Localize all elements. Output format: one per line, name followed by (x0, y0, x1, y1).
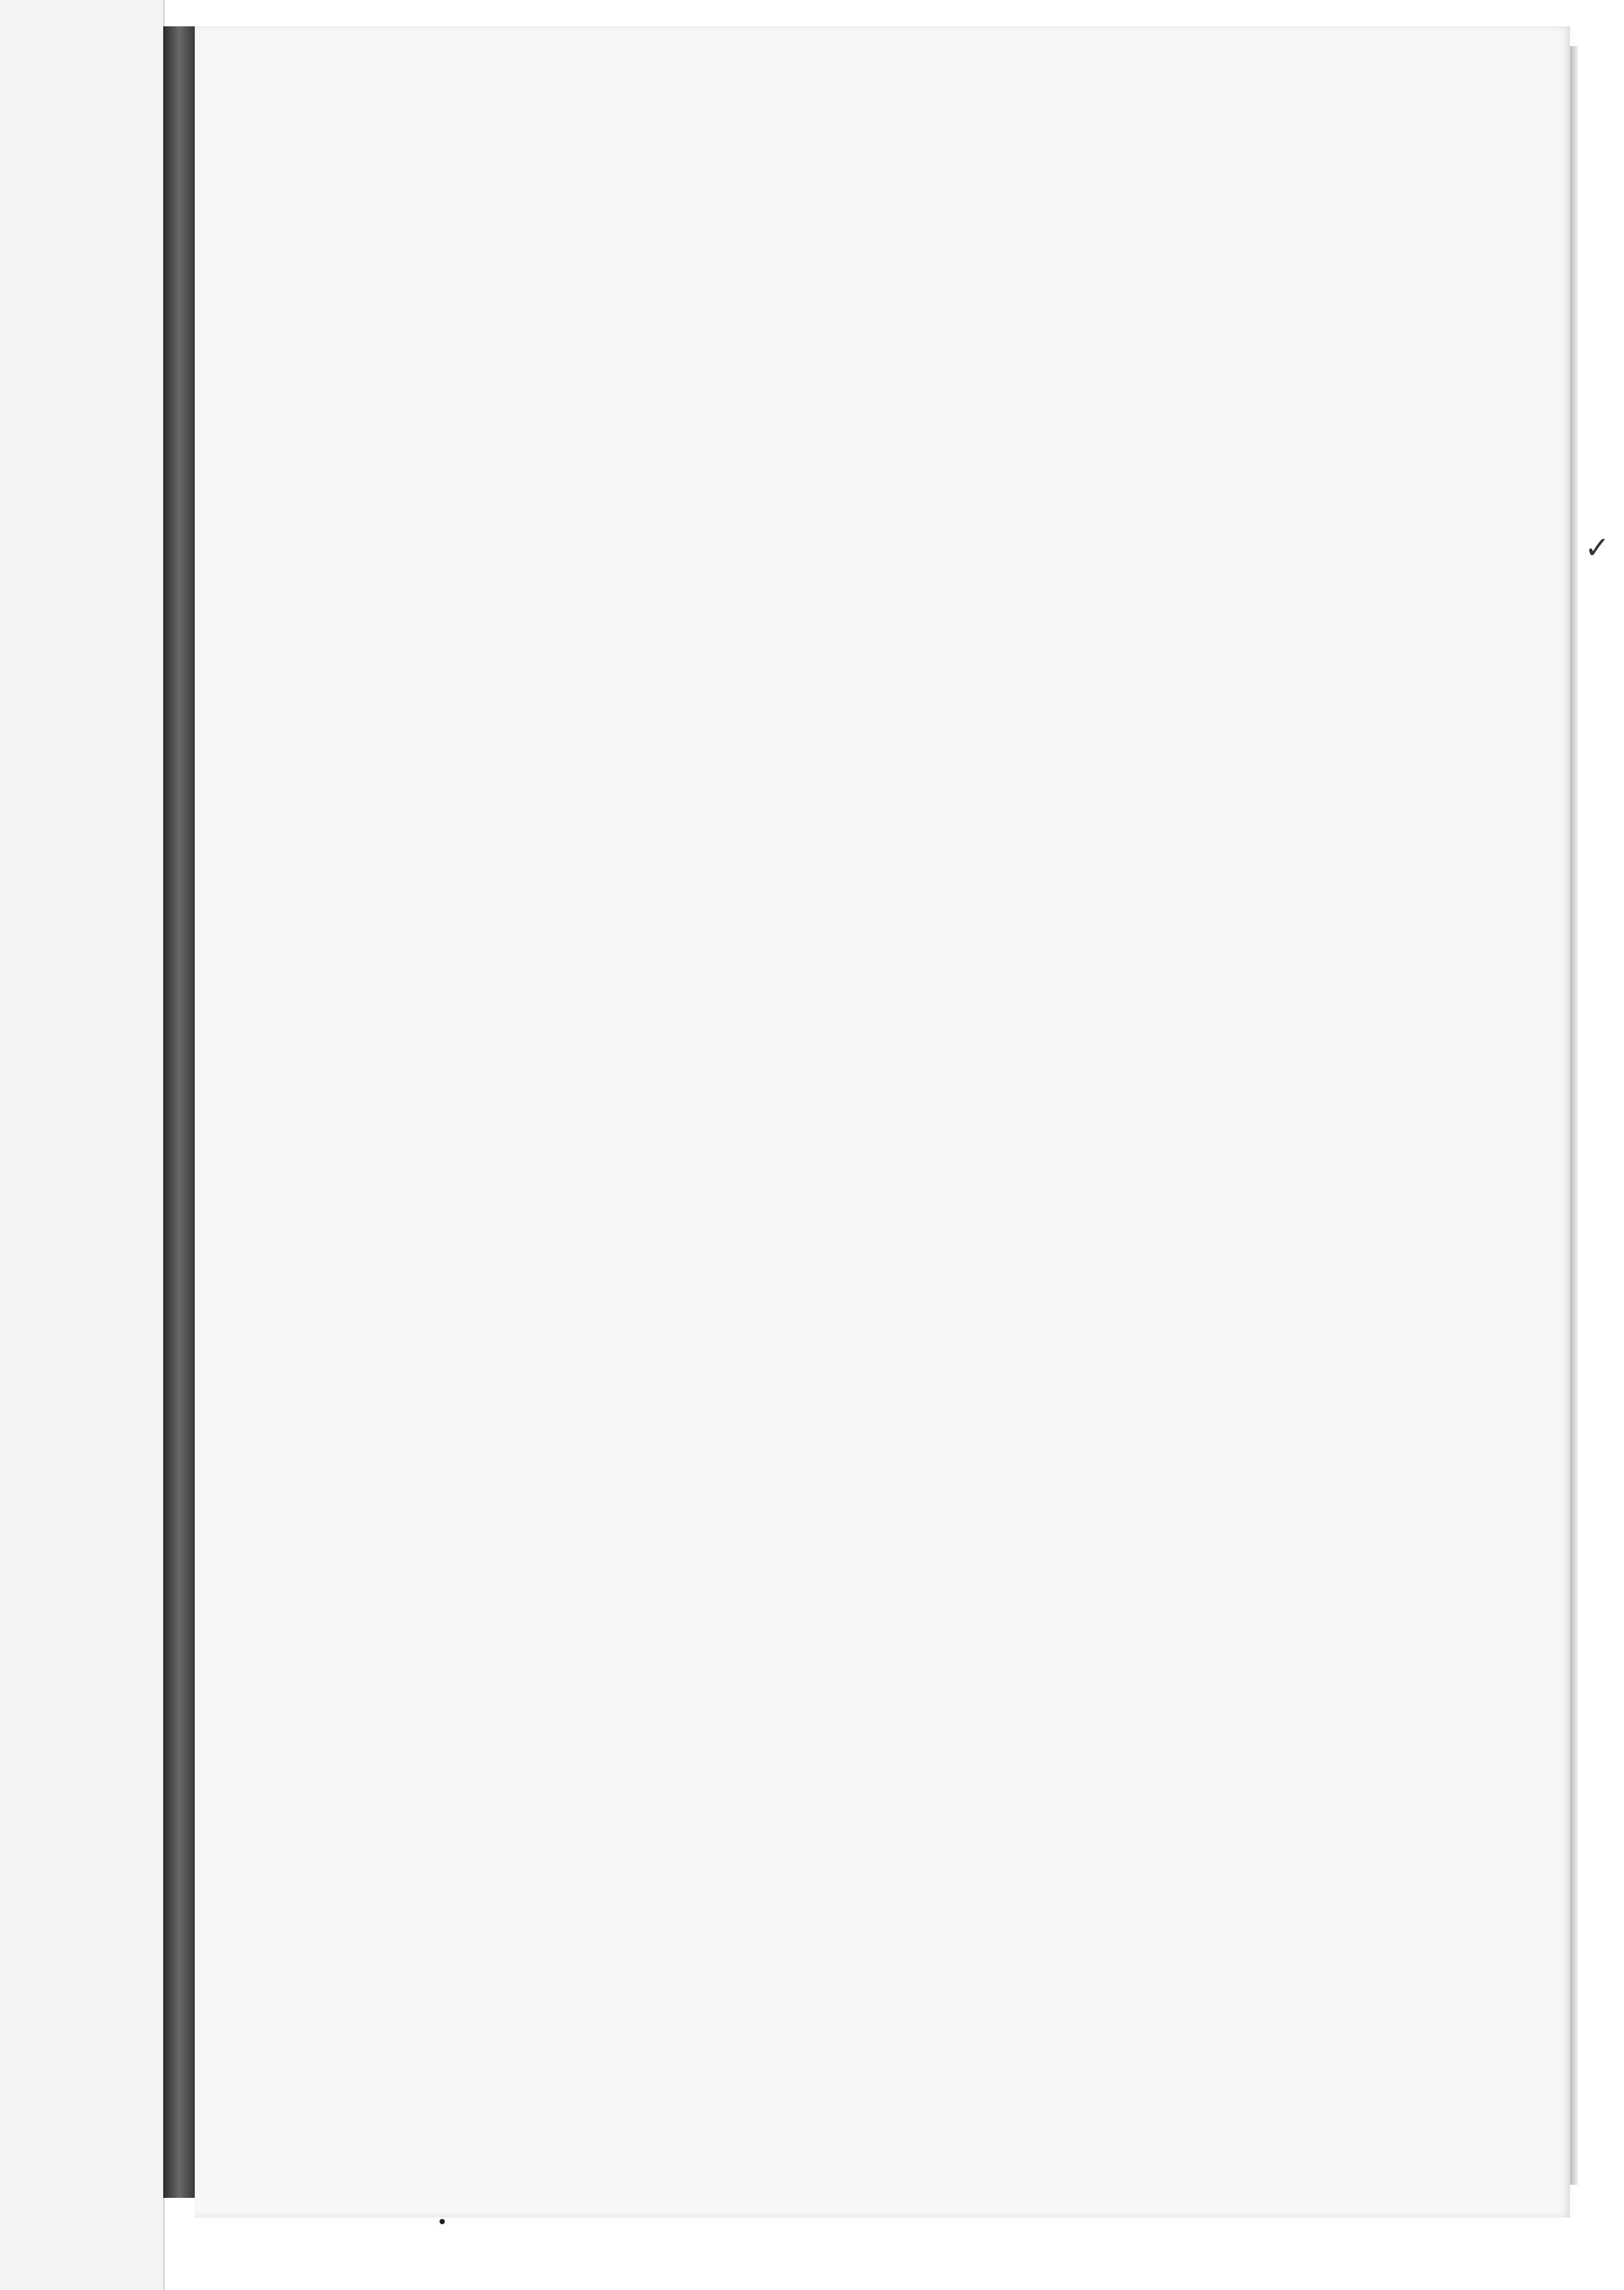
book-spine (163, 26, 195, 2198)
page-edge (1570, 46, 1578, 2185)
margin-mark: ✓ (1585, 531, 1610, 565)
ink-dot (440, 2219, 445, 2224)
book-page (195, 26, 1570, 2218)
facing-page-edge (0, 0, 165, 2290)
